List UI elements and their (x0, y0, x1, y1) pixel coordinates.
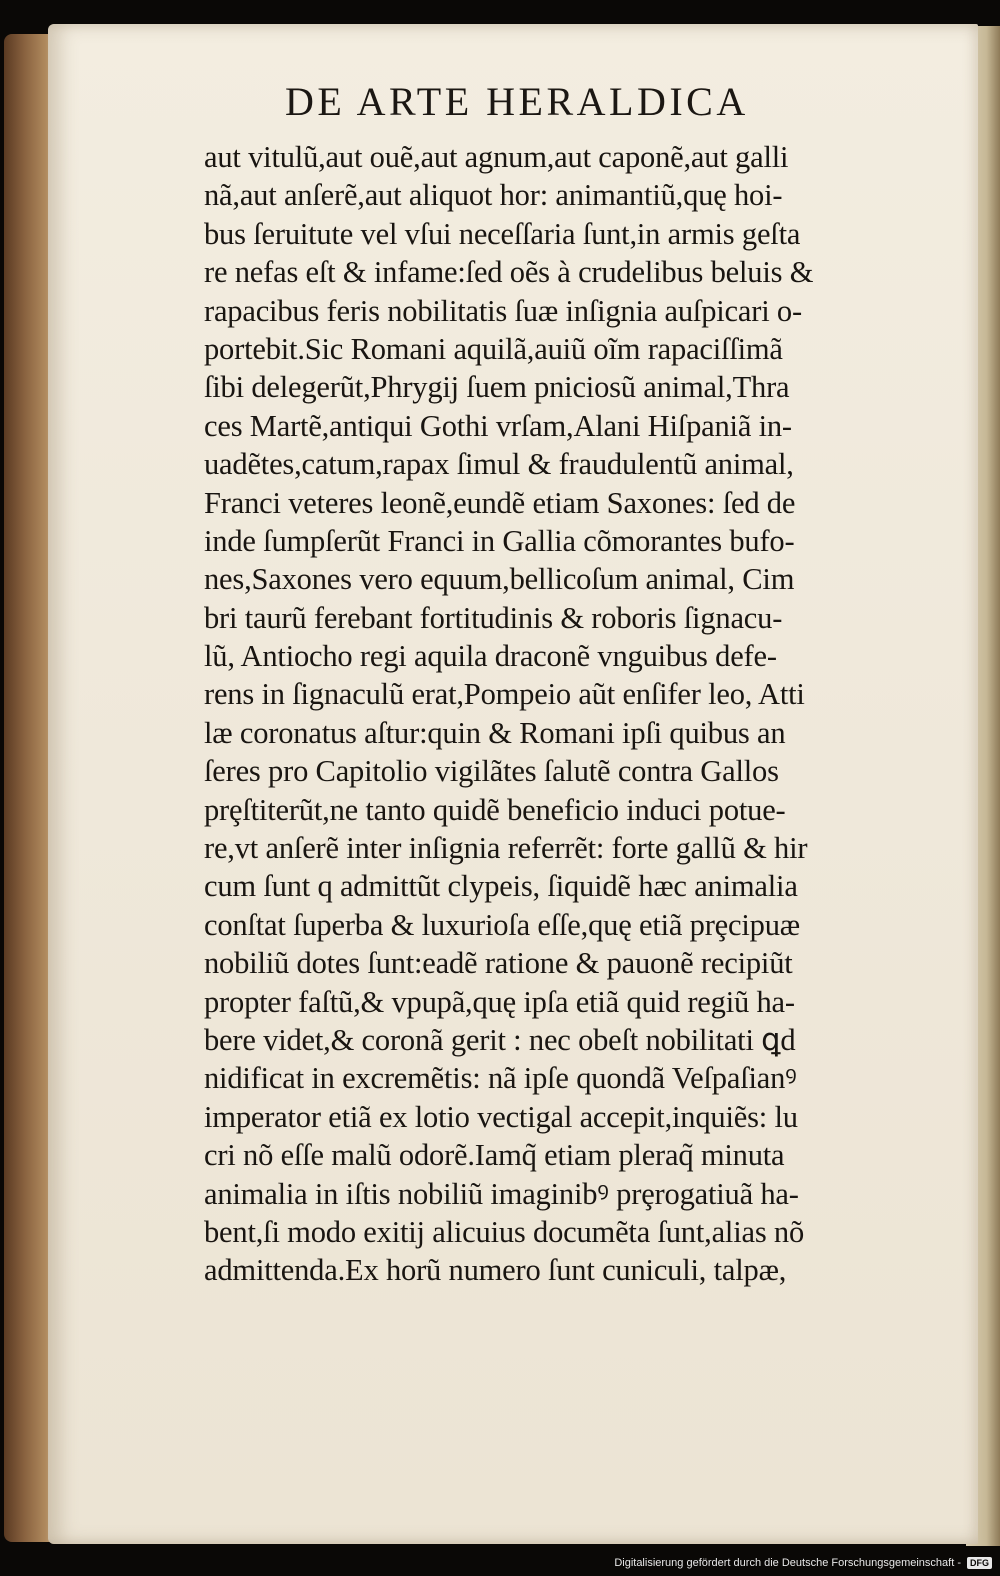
text-line: rapacibus feris nobilitatis ſuæ inſignia auſpicari o- (204, 292, 802, 328)
text-line: bent,ſi modo exitij alicuius documẽta ſunt,alias nõ (204, 1213, 805, 1249)
text-line: bri taurũ ferebant fortitudinis & roboris ſignacu- (204, 599, 783, 635)
text-line: nã,aut anſerẽ,aut aliquot hor: animantiũ,quę hoi- (204, 177, 783, 213)
text-line: portebit.Sic Romani aquilã,auiũ oĩm rapaciſſimã (204, 330, 783, 366)
text-line: bus ſeruitute vel vſui neceſſaria ſunt,in armis geſta (204, 215, 801, 251)
footer-bar (0, 1550, 1000, 1576)
text-line: nes,Saxones vero equum,bellicoſum animal, Cim (204, 561, 795, 597)
text-line: nobiliũ dotes ſunt:eadẽ ratione & pauonẽ recipiũt (204, 945, 793, 981)
text-line: re,vt anſerẽ inter inſignia referrẽt: forte gallũ & hir (204, 830, 808, 866)
text-line: prȩſtiterũt,ne tanto quidẽ beneficio induci potue- (204, 791, 786, 827)
dfg-logo: DFG (967, 1557, 992, 1569)
text-line: propter faſtũ,& vpupã,quę ipſa etiã quid regiũ ha- (204, 983, 795, 1019)
text-line: nidificat in excremẽtis: nã ipſe quondã Veſpaſianꝰ (204, 1060, 797, 1096)
text-line: bere videt,& coronã gerit : nec obeſt nobilitati ꝗd (204, 1021, 796, 1057)
text-line: conſtat ſuperba & luxurioſa eſſe,quę etiã prȩcipuæ (204, 906, 800, 942)
text-line: animalia in iſtis nobiliũ imaginibꝰ prȩrogatiuã ha- (204, 1175, 799, 1211)
digitization-credit: Digitalisierung gefördert durch die Deutsche Forschungsgemeinschaft - (614, 1557, 961, 1569)
text-line: ſibi delegerũt,Phrygij ſuem pniciosũ animal,Thra (204, 369, 790, 405)
text-line: inde ſumpſerũt Franci in Gallia cõmorantes bufo- (204, 522, 795, 558)
text-line: ſeres pro Capitolio vigilãtes ſalutẽ contra Gallos (204, 753, 779, 789)
text-line: admittenda.Ex horũ numero ſunt cuniculi, talpæ, (204, 1252, 787, 1288)
running-head: DE ARTE HERALDICA (285, 79, 749, 124)
text-line: uadẽtes,catum,rapax ſimul & fraudulentũ animal, (204, 446, 794, 482)
text-line: cum ſunt q admittũt clypeis, ſiquidẽ hæc animalia (204, 868, 798, 904)
text-line: lũ, Antiocho regi aquila draconẽ vnguibus defe- (204, 638, 777, 674)
text-line: læ coronatus aſtur:quin & Romani ipſi quibus an (204, 714, 786, 750)
text-line: imperator etiã ex lotio vectigal accepit,inquiẽs: lu (204, 1098, 798, 1134)
text-line: re nefas eſt & infame:ſed oẽs à crudelibus beluis & (204, 254, 814, 290)
text-line: rens in ſignaculũ erat,Pompeio aũt enſifer leo, Atti (204, 676, 805, 712)
text-line: aut vitulũ,aut ouẽ,aut agnum,aut caponẽ,aut galli (204, 139, 789, 174)
text-line: cri nõ eſſe malũ odorẽ.Iamq̃ etiam pleraq̃ minuta (204, 1137, 785, 1173)
body-text (204, 138, 964, 1290)
text-line: Franci veteres leonẽ,eundẽ etiam Saxones: ſed de (204, 484, 796, 520)
text-line: ces Martẽ,antiqui Gothi vrſam,Alani Hiſpaniã in- (204, 407, 792, 443)
